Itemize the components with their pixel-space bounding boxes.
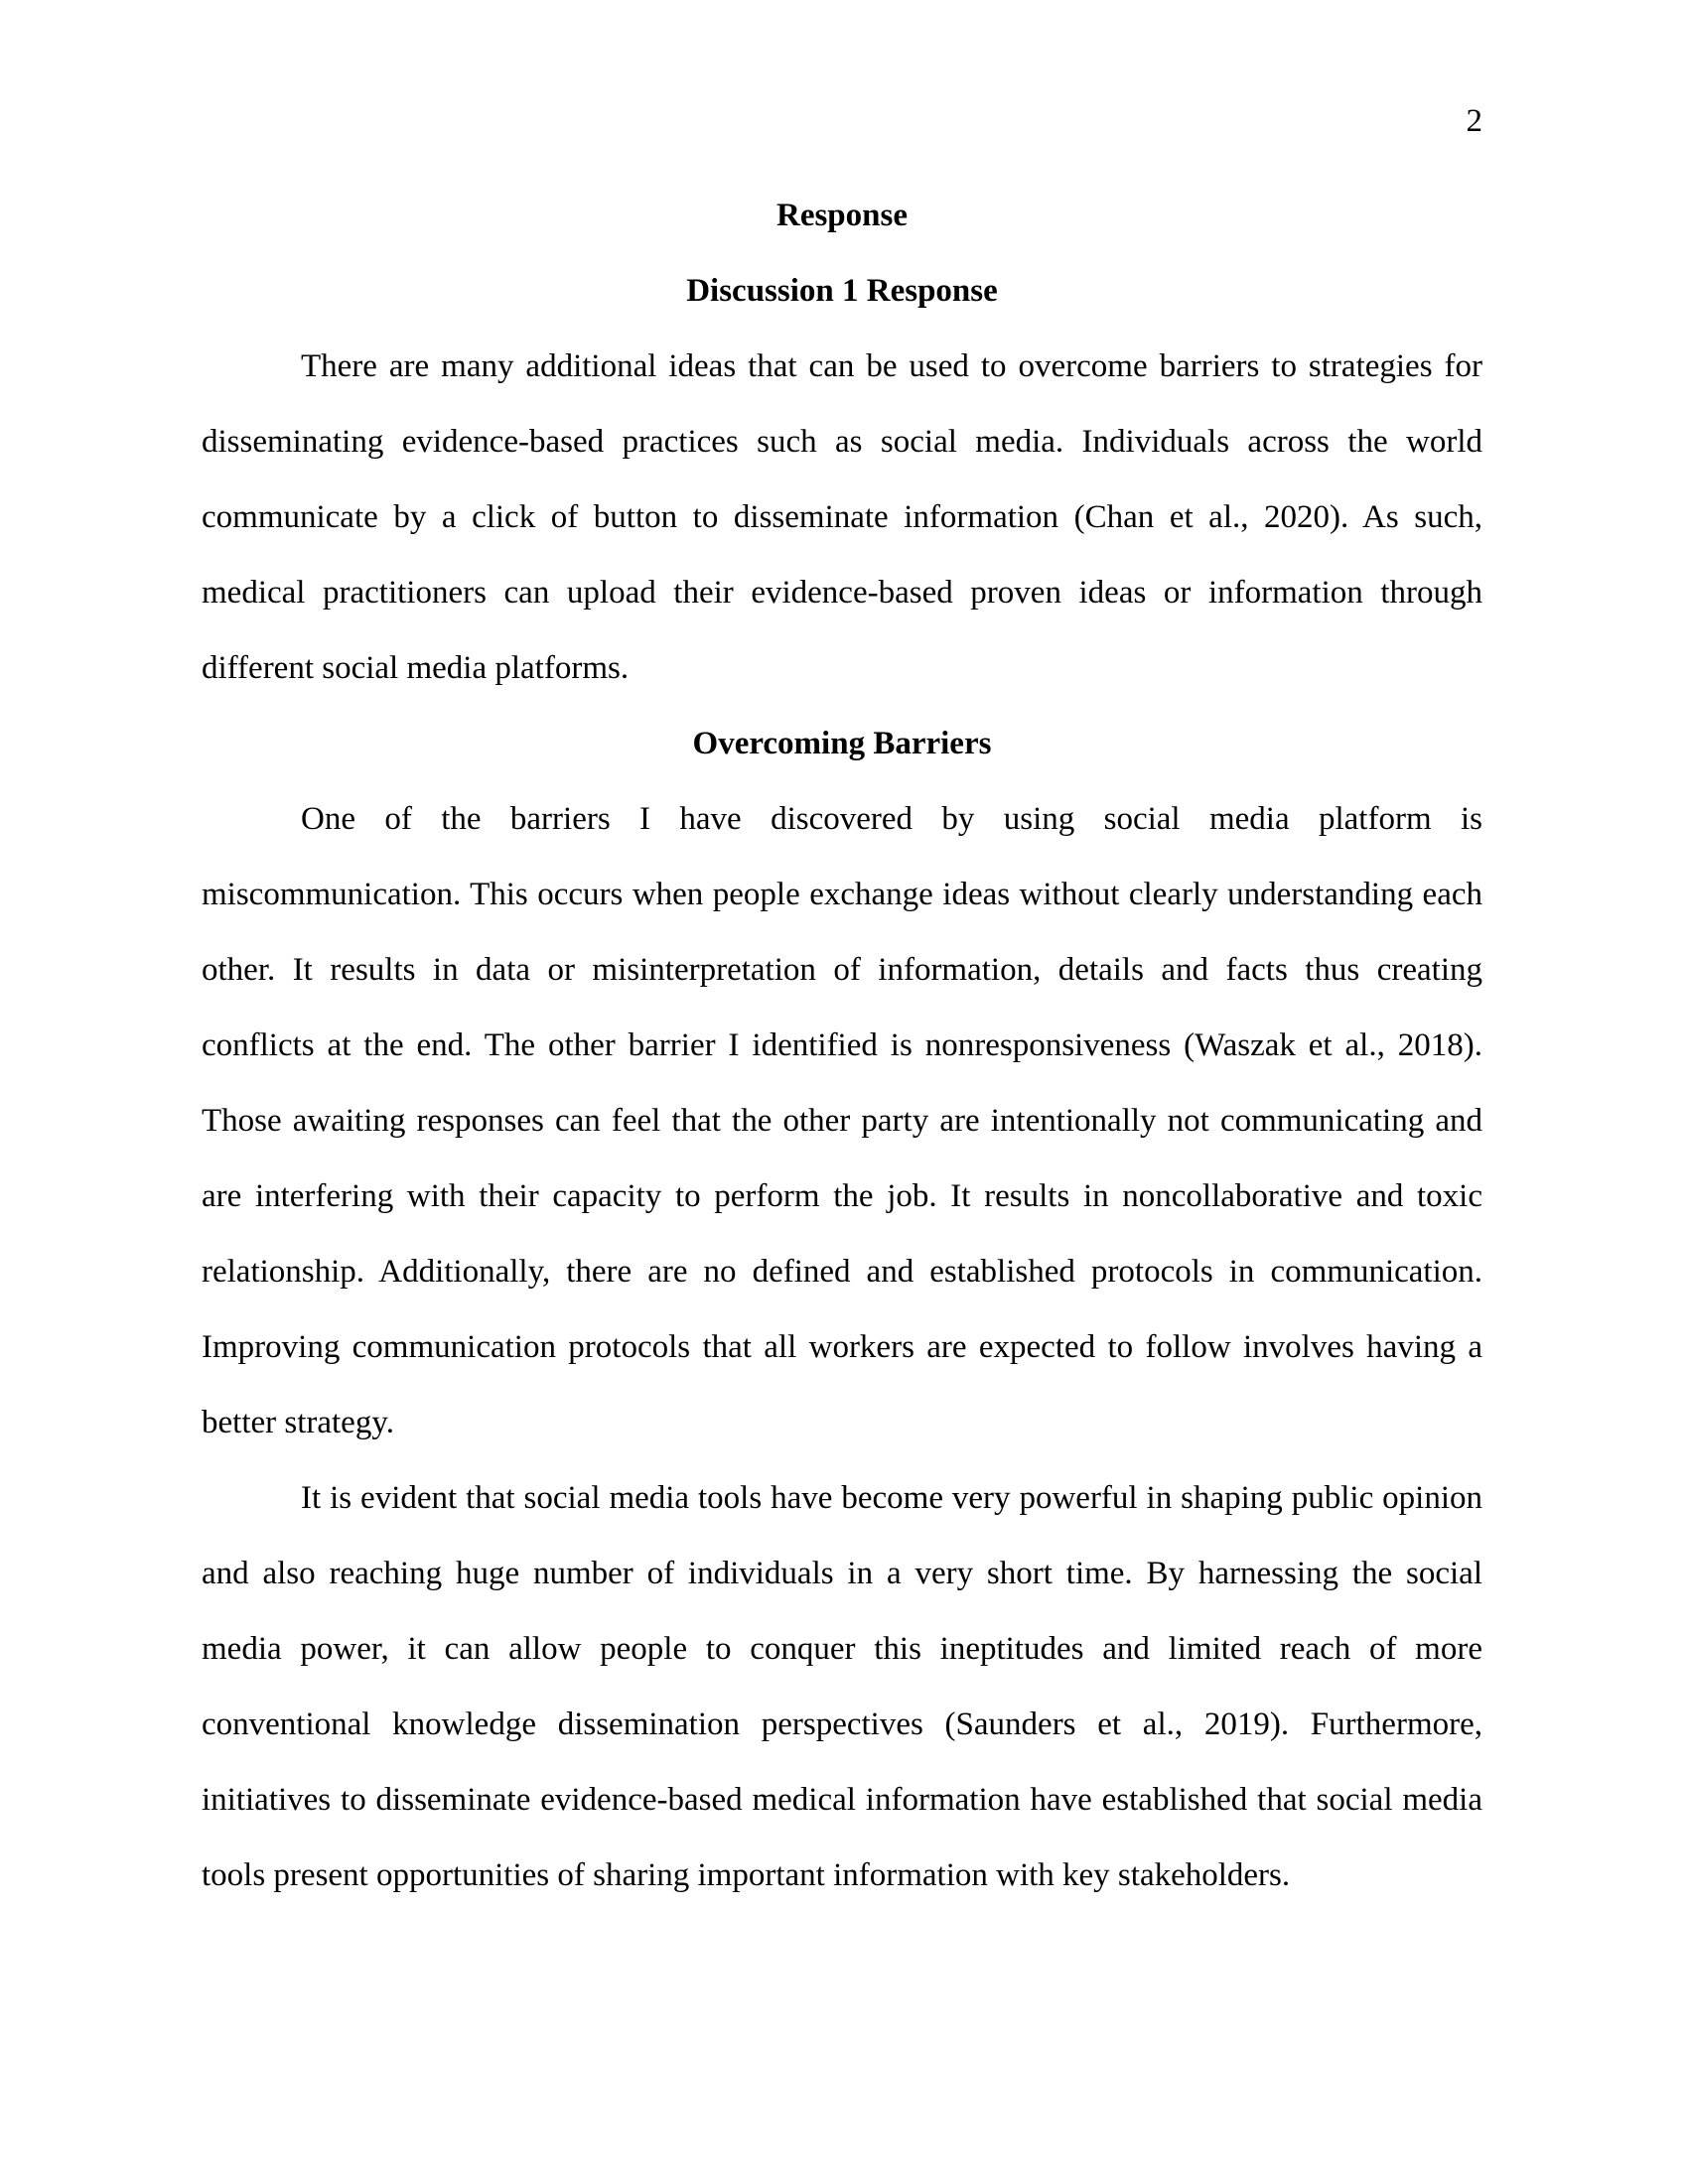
- paragraph-social-media: It is evident that social media tools have become very powerful in shaping public opinion and also reaching huge number of individuals in a very short time. By harnessing the social media power, it can allow people to conquer this ineptitudes and limited reach of more conventional knowledge dissemination perspectives (Saunders et al., 2019). Furthermore, initiatives to disseminate evidence-based medical information have established that social media tools present opportunities of sharing important information with key stakeholders.: [202, 1480, 1482, 1893]
- document-subtitle: Discussion 1 Response: [686, 273, 998, 309]
- document-body: [202, 178, 1482, 1913]
- paragraph-intro: There are many additional ideas that can be used to overcome barriers to strategies for disseminating evidence-based practices such as social media. Individuals across the world communicate by a click of button to disseminate information (Chan et al., 2020). As such, medical practitioners can upload their evidence-based proven ideas or information through different social media platforms.: [202, 348, 1482, 686]
- paragraph-barriers: One of the barriers I have discovered by using social media platform is miscommunication. This occurs when people exchange ideas without clearly understanding each other. It results in data or misinterpretation of information, details and facts thus creating conflicts at the end. The other barrier I identified is nonresponsiveness (Waszak et al., 2018). Those awaiting responses can feel that the other party are intentionally not communicating and are interfering with their capacity to perform the job. It results in noncollaborative and toxic relationship. Additionally, there are no defined and established protocols in communication. Improving communication protocols that all workers are expected to follow involves having a better strategy.: [202, 801, 1482, 1440]
- page-number: 2: [1466, 103, 1482, 139]
- document-title: Response: [775, 198, 909, 233]
- section-heading-overcoming-barriers: Overcoming Barriers: [692, 726, 992, 761]
- page-header: [202, 83, 1482, 159]
